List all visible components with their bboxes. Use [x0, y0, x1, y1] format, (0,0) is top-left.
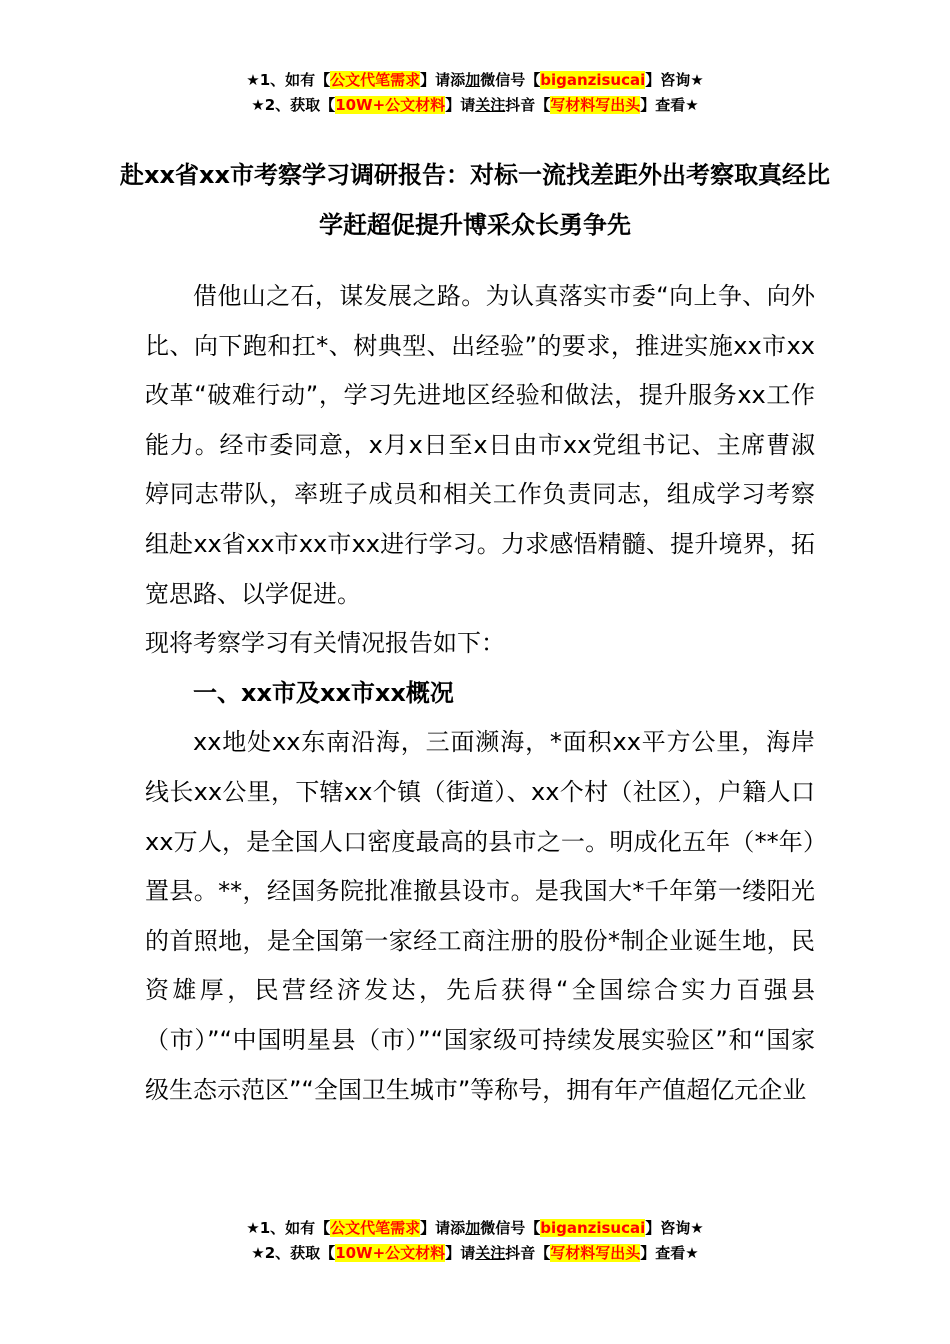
banner-text: 】查看★ [640, 1244, 699, 1262]
intro-paragraph: 借他山之石，谋发展之路。为认真落实市委“向上争、向外比、向下跑和扛*、树典型、出经验”的要求，推进实施xx市xx改革“破难行动”，学习先进地区经验和做法，提升服务xx工作能力。经市委同意，x月x日至x日由市xx党组书记、主席曹淑婷同志带队，率班子成员和相关工作负责同志，组成学习考察组赴xx省xx市xx市xx进行学习。力求感悟精髓、提升境界，拓宽思路、以学促进。 [145, 282, 815, 608]
banner-line-2 [0, 1241, 950, 1266]
banner-underlined: 关注 [475, 1244, 506, 1262]
banner-underlined: 加 [465, 71, 481, 89]
section-heading: 一、xx市及xx市xx概况 [193, 678, 454, 707]
banner-text: ★2、获取【 [251, 96, 336, 114]
section-paragraph: xx地处xx东南沿海，三面濒海，*面积xx平方公里，海岸线长xx公里，下辖xx个镇（街道）、xx个村（社区），户籍人口xx万人，是全国人口密度最高的县市之一。明成化五年（**年）置县。**，经国务院批准撤县设市。是我国大*千年第一缕阳光的首照地，是全国第一家经工商注册的股份*制企业诞生地，民资雄厚，民营经济发达，先后获得“全国综合实力百强县（市）”“中国明星县（市）”“国家级可持续发展实验区”和“国家级生态示范区”“全国卫生城市”等称号，拥有年产值超亿元企业 [145, 728, 815, 1104]
banner-text: ★1、如有【 [246, 71, 331, 89]
banner-text: 】请添 [420, 1219, 466, 1237]
banner-text: 微信号【 [480, 71, 541, 89]
footer-banner [0, 1216, 950, 1266]
banner-wechat-id: biganzisucai [540, 1219, 646, 1237]
document-body [145, 272, 815, 1115]
header-banner [0, 68, 950, 118]
banner-text: 】请 [445, 1244, 476, 1262]
banner-text: 抖音【 [505, 96, 551, 114]
banner-text: 】请添 [420, 71, 466, 89]
banner-text: ★2、获取【 [251, 1244, 336, 1262]
banner-text: 抖音【 [505, 1244, 551, 1262]
banner-highlight: 10W+公文材料 [335, 1244, 446, 1262]
banner-highlight: 公文代笔需求 [330, 1219, 421, 1237]
banner-highlight: 10W+公文材料 [335, 96, 446, 114]
banner-text: 】请 [445, 96, 476, 114]
banner-text: ★1、如有【 [246, 1219, 331, 1237]
banner-douyin-id: 写材料写出头 [550, 96, 641, 114]
document-title: 赴xx省xx市考察学习调研报告：对标一流找差距外出考察取真经比学赶超促提升博采众长勇争先 [120, 161, 830, 239]
intro-tail: 现将考察学习有关情况报告如下： [145, 629, 505, 658]
banner-wechat-id: biganzisucai [540, 71, 646, 89]
banner-douyin-id: 写材料写出头 [550, 1244, 641, 1262]
banner-highlight: 公文代笔需求 [330, 71, 421, 89]
banner-line-1 [0, 1216, 950, 1241]
banner-text: 微信号【 [480, 1219, 541, 1237]
banner-text: 】查看★ [640, 96, 699, 114]
banner-line-2 [0, 93, 950, 118]
banner-underlined: 加 [465, 1219, 481, 1237]
banner-line-1 [0, 68, 950, 93]
banner-underlined: 关注 [475, 96, 506, 114]
banner-text: 】咨询★ [645, 71, 704, 89]
banner-text: 】咨询★ [645, 1219, 704, 1237]
